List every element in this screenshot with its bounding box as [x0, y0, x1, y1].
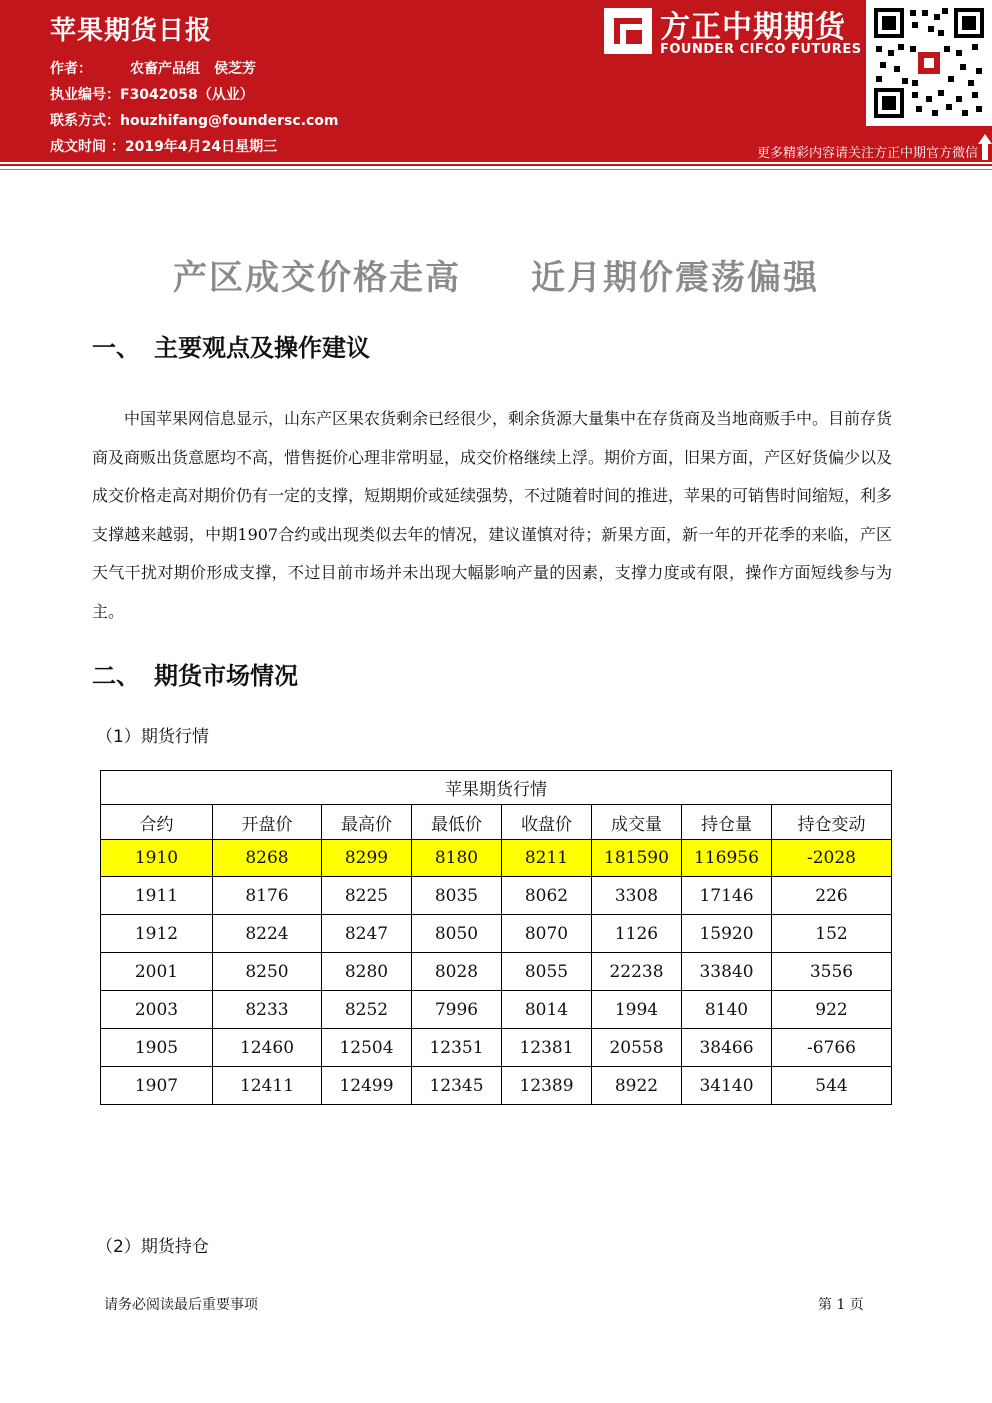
table-cell: 922 — [772, 991, 892, 1029]
table-cell: 8050 — [412, 915, 502, 953]
table-cell: 152 — [772, 915, 892, 953]
table-row-highlighted — [101, 840, 892, 877]
section-label: 主要观点及操作建议 — [154, 334, 370, 362]
table-cell: 12381 — [502, 1029, 592, 1067]
license-value: F3042058（从业） — [120, 87, 254, 103]
table-cell: 8250 — [213, 953, 322, 991]
date-line — [50, 136, 277, 156]
report-header — [0, 0, 992, 162]
table-cell: 8211 — [502, 840, 592, 877]
table-caption: 苹果期货行情 — [101, 771, 892, 805]
table-header-cell: 持仓量 — [682, 805, 772, 840]
table-cell: 8062 — [502, 877, 592, 915]
subsection-heading-2: （2）期货持仓 — [96, 1237, 209, 1257]
table-cell: 12460 — [213, 1029, 322, 1067]
table-cell: 12351 — [412, 1029, 502, 1067]
table-cell: 34140 — [682, 1067, 772, 1105]
table-cell: 8252 — [322, 991, 412, 1029]
table-row — [101, 953, 892, 991]
table-header-cell: 开盘价 — [213, 805, 322, 840]
header-divider — [0, 164, 992, 166]
table-body — [101, 840, 892, 1105]
table-cell: 38466 — [682, 1029, 772, 1067]
license-line — [50, 84, 254, 104]
section-heading-1 — [92, 328, 370, 363]
table-row — [101, 877, 892, 915]
table-header-cell: 最高价 — [322, 805, 412, 840]
table-cell: 12345 — [412, 1067, 502, 1105]
contact-line — [50, 110, 339, 130]
table-cell: 1912 — [101, 915, 213, 953]
header-divider-thin — [0, 169, 992, 170]
table-cell: 8225 — [322, 877, 412, 915]
date-value: 2019年4月24日星期三 — [124, 139, 278, 155]
table-cell: 3556 — [772, 953, 892, 991]
table-cell: 544 — [772, 1067, 892, 1105]
table-row — [101, 991, 892, 1029]
table-cell: 8055 — [502, 953, 592, 991]
table-cell: 8280 — [322, 953, 412, 991]
logo-english-name: FOUNDER CIFCO FUTURES — [660, 42, 862, 57]
qr-code-icon — [872, 6, 986, 120]
futures-quote-table — [100, 770, 892, 1105]
table-row — [101, 1067, 892, 1105]
table-cell: 2001 — [101, 953, 213, 991]
section-heading-2 — [92, 656, 298, 691]
contact-label: 联系方式： — [50, 113, 120, 129]
table-cell: 17146 — [682, 877, 772, 915]
table-cell: -6766 — [772, 1029, 892, 1067]
contact-email[interactable]: houzhifang@foundersc.com — [120, 113, 339, 129]
table-row — [101, 915, 892, 953]
table-cell: 1907 — [101, 1067, 213, 1105]
table-header-cell: 最低价 — [412, 805, 502, 840]
table-cell: 1910 — [101, 840, 213, 877]
company-logo-icon — [604, 8, 652, 54]
table-header-cell: 收盘价 — [502, 805, 592, 840]
table-cell: 8247 — [322, 915, 412, 953]
table-cell: 8299 — [322, 840, 412, 877]
qr-code[interactable] — [866, 0, 992, 126]
section-number: 二、 — [92, 662, 140, 690]
table-cell: 8070 — [502, 915, 592, 953]
section-number: 一、 — [92, 334, 140, 362]
table-cell: 3308 — [592, 877, 682, 915]
footer-notice: 请务必阅读最后重要事项 — [104, 1297, 258, 1313]
document-title — [0, 250, 992, 299]
arrow-up-icon — [978, 134, 992, 160]
report-title: 苹果期货日报 — [50, 16, 213, 46]
table-header-cell: 合约 — [101, 805, 213, 840]
table-cell: 1126 — [592, 915, 682, 953]
table-cell: 8233 — [213, 991, 322, 1029]
table-header-cell: 持仓变动 — [772, 805, 892, 840]
author-value: 农畜产品组 侯芝芳 — [130, 61, 256, 77]
table-cell: 8035 — [412, 877, 502, 915]
table-cell: 8014 — [502, 991, 592, 1029]
table-header-cell: 成交量 — [592, 805, 682, 840]
title-part-1: 产区成交价格走高 — [173, 258, 461, 298]
table-cell: 8176 — [213, 877, 322, 915]
main-paragraph: 中国苹果网信息显示，山东产区果农货剩余已经很少，剩余货源大量集中在存货商及当地商贩手中。目前存货商及商贩出货意愿均不高，惜售挺价心理非常明显，成交价格继续上浮。期价方面，旧果方面，产区好货偏少以及成交价格走高对期价仍有一定的支撑，短期期价或延续强势，不过随着时间的推进，苹果的可销售时间缩短，利多支撑越来越弱，中期1907合约或出现类似去年的情况，建议谨慎对待；新果方面，新一年的开花季的来临，产区天气干扰对期价形成支撑，不过目前市场并未出现大幅影响产量的因素，支撑力度或有限，操作方面短线参与为主。 — [92, 409, 893, 621]
table-header-row — [101, 805, 892, 840]
table-cell: 12504 — [322, 1029, 412, 1067]
page-number: 第 1 页 — [818, 1297, 864, 1313]
table-cell: 12499 — [322, 1067, 412, 1105]
date-label: 成文时间 ： — [50, 139, 125, 155]
table-cell: 2003 — [101, 991, 213, 1029]
table-cell: 8140 — [682, 991, 772, 1029]
license-label: 执业编号： — [50, 87, 120, 103]
table-cell: 226 — [772, 877, 892, 915]
table-cell: 8028 — [412, 953, 502, 991]
table-cell: -2028 — [772, 840, 892, 877]
follow-wechat-text: 更多精彩内容请关注方正中期官方微信 — [756, 146, 978, 161]
table-cell: 12411 — [213, 1067, 322, 1105]
table-cell: 8268 — [213, 840, 322, 877]
table-cell: 1994 — [592, 991, 682, 1029]
section-label: 期货市场情况 — [154, 662, 298, 690]
author-line — [50, 58, 256, 78]
table-cell: 1911 — [101, 877, 213, 915]
table-cell: 8922 — [592, 1067, 682, 1105]
table-row — [101, 1029, 892, 1067]
table-cell: 12389 — [502, 1067, 592, 1105]
table-cell: 8180 — [412, 840, 502, 877]
table-cell: 181590 — [592, 840, 682, 877]
table-cell: 22238 — [592, 953, 682, 991]
logo-chinese-name: 方正中期期货 — [660, 10, 846, 45]
author-label: 作者： — [50, 61, 92, 77]
table-cell: 7996 — [412, 991, 502, 1029]
subsection-heading-1: （1）期货行情 — [96, 727, 209, 747]
table-cell: 33840 — [682, 953, 772, 991]
table-cell: 20558 — [592, 1029, 682, 1067]
table-cell: 116956 — [682, 840, 772, 877]
table-cell: 1905 — [101, 1029, 213, 1067]
title-part-2: 近月期价震荡偏强 — [531, 258, 819, 298]
table-cell: 15920 — [682, 915, 772, 953]
table-cell: 8224 — [213, 915, 322, 953]
